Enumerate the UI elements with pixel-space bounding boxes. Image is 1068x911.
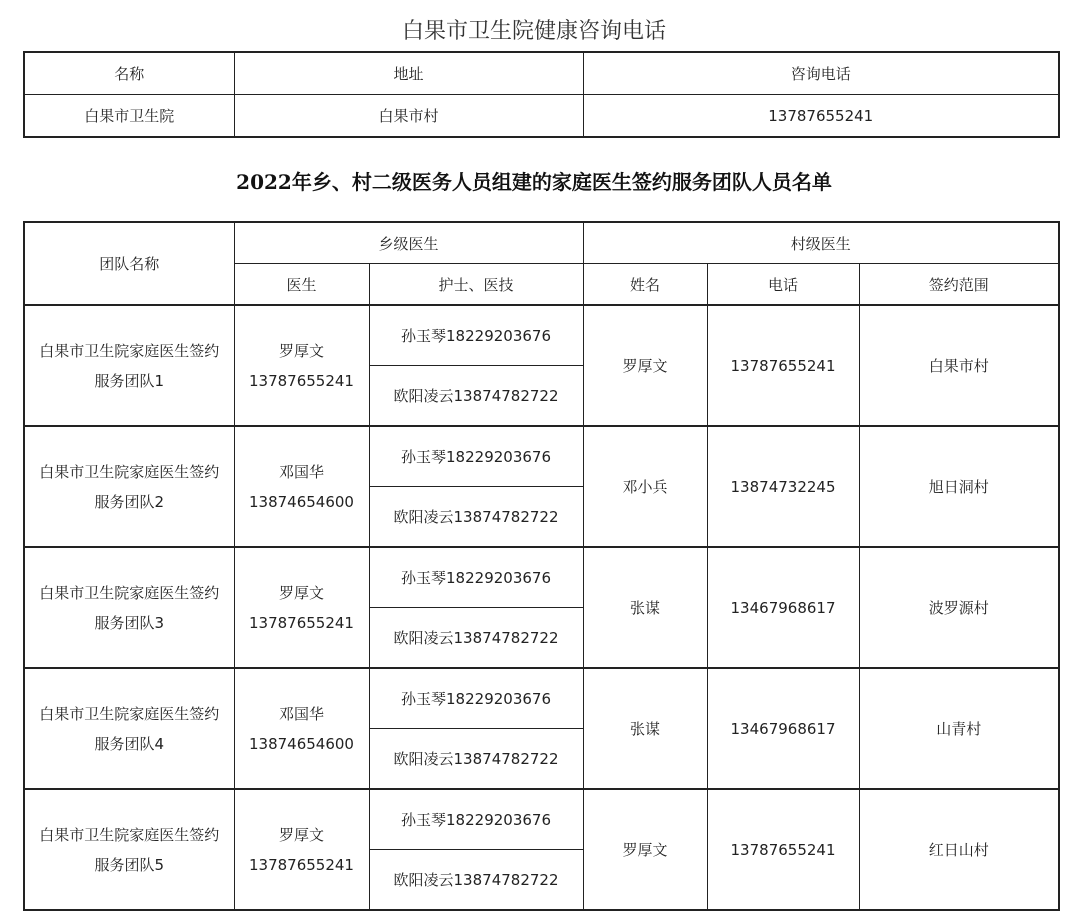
nurse-cell: 欧阳凌云13874782722: [369, 487, 583, 548]
header-village-doctors: 村级医生: [583, 222, 1059, 264]
doctor-cell: [234, 547, 369, 668]
nurse-cell: 欧阳凌云13874782722: [369, 850, 583, 911]
hotline-row: [24, 95, 1059, 138]
table-row: [24, 789, 1059, 850]
team-name-line1: 白果市卫生院家庭医生签约: [39, 583, 220, 602]
hotline-title: 白果市卫生院健康咨询电话: [401, 19, 666, 44]
team-name-cell: [24, 426, 234, 547]
team-name-line1: 白果市卫生院家庭医生签约: [39, 341, 220, 360]
doctor-cell: [234, 426, 369, 547]
header-doctor: 医生: [234, 264, 369, 306]
village-name-cell: 罗厚文: [583, 305, 707, 426]
hotline-table: [23, 51, 1060, 138]
nurse-cell: 孙玉琴18229203676: [369, 305, 583, 366]
team-name-cell: [24, 547, 234, 668]
doctor-phone: 13874654600: [249, 492, 354, 511]
nurse-cell: 孙玉琴18229203676: [369, 547, 583, 608]
village-phone-cell: 13467968617: [707, 668, 859, 789]
header-team-name: 团队名称: [24, 222, 234, 305]
doctor-cell: [234, 668, 369, 789]
roster-header-row-1: [24, 222, 1059, 264]
team-name-line2: 服务团队2: [94, 492, 165, 511]
nurse-cell: 孙玉琴18229203676: [369, 426, 583, 487]
sign-scope-cell: 波罗源村: [859, 547, 1059, 668]
doctor-phone: 13787655241: [249, 371, 354, 390]
header-nurse: 护士、医技: [369, 264, 583, 306]
header-village-name: 姓名: [583, 264, 707, 306]
nurse-cell: 欧阳凌云13874782722: [369, 366, 583, 427]
doctor-phone: 13787655241: [249, 855, 354, 874]
roster-table: [23, 221, 1060, 911]
team-name-line1: 白果市卫生院家庭医生签约: [39, 704, 220, 723]
sign-scope-cell: 旭日洞村: [859, 426, 1059, 547]
doctor-name: 罗厚文: [278, 825, 324, 844]
team-name-cell: [24, 305, 234, 426]
team-name-line1: 白果市卫生院家庭医生签约: [39, 462, 220, 481]
doctor-name: 罗厚文: [278, 583, 324, 602]
table-row: [24, 426, 1059, 487]
team-block: [24, 305, 1059, 426]
team-name-line2: 服务团队5: [94, 855, 165, 874]
doctor-name: 邓国华: [278, 462, 324, 481]
header-sign-scope: 签约范围: [859, 264, 1059, 306]
header-address: 地址: [234, 52, 583, 95]
team-name-cell: [24, 789, 234, 910]
team-block: [24, 547, 1059, 668]
sign-scope-cell: 山青村: [859, 668, 1059, 789]
village-phone-cell: 13787655241: [707, 305, 859, 426]
table-row: [24, 668, 1059, 729]
doctor-phone: 13874654600: [249, 734, 354, 753]
table-row: [24, 305, 1059, 366]
doctor-cell: [234, 789, 369, 910]
cell-name: 白果市卫生院: [24, 95, 234, 138]
nurse-cell: 欧阳凌云13874782722: [369, 729, 583, 790]
team-name-line1: 白果市卫生院家庭医生签约: [39, 825, 220, 844]
village-name-cell: 邓小兵: [583, 426, 707, 547]
roster-title: 2022年乡、村二级医务人员组建的家庭医生签约服务团队人员名单: [236, 170, 832, 194]
sign-scope-cell: 白果市村: [859, 305, 1059, 426]
village-name-cell: 张谋: [583, 547, 707, 668]
nurse-cell: 欧阳凌云13874782722: [369, 608, 583, 669]
team-name-line2: 服务团队1: [94, 371, 165, 390]
village-name-cell: 罗厚文: [583, 789, 707, 910]
cell-phone: 13787655241: [583, 95, 1059, 138]
nurse-cell: 孙玉琴18229203676: [369, 668, 583, 729]
team-block: [24, 426, 1059, 547]
table-row: [24, 547, 1059, 608]
team-name-line2: 服务团队3: [94, 613, 165, 632]
village-phone-cell: 13467968617: [707, 547, 859, 668]
header-township-doctors: 乡级医生: [234, 222, 583, 264]
doctor-name: 邓国华: [278, 704, 324, 723]
village-name-cell: 张谋: [583, 668, 707, 789]
nurse-cell: 孙玉琴18229203676: [369, 789, 583, 850]
header-name: 名称: [24, 52, 234, 95]
team-block: [24, 668, 1059, 789]
cell-address: 白果市村: [234, 95, 583, 138]
doctor-cell: [234, 305, 369, 426]
header-village-phone: 电话: [707, 264, 859, 306]
village-phone-cell: 13874732245: [707, 426, 859, 547]
village-phone-cell: 13787655241: [707, 789, 859, 910]
team-block: [24, 789, 1059, 910]
team-name-cell: [24, 668, 234, 789]
sign-scope-cell: 红日山村: [859, 789, 1059, 910]
team-name-line2: 服务团队4: [94, 734, 165, 753]
doctor-phone: 13787655241: [249, 613, 354, 632]
doctor-name: 罗厚文: [278, 341, 324, 360]
header-phone: 咨询电话: [583, 52, 1059, 95]
hotline-header-row: [24, 52, 1059, 95]
